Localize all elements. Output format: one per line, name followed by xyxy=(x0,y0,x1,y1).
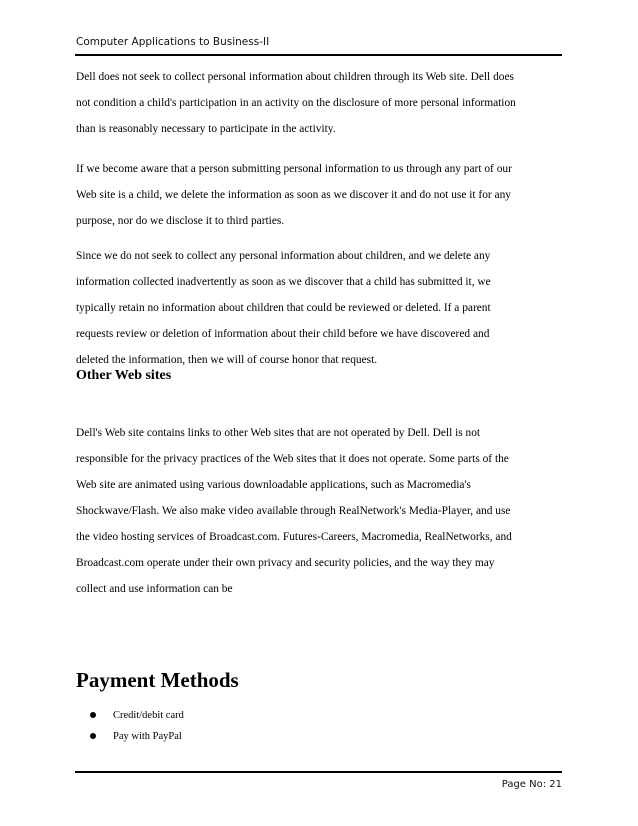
text-line: Since we do not seek to collect any personal information about children, and we delete any xyxy=(76,250,491,262)
heading-payment-methods: Payment Methods xyxy=(76,668,239,692)
text-line: typically retain no information about children that could be reviewed or deleted. If a parent xyxy=(76,302,491,314)
list-item-label: Pay with PayPal xyxy=(113,731,182,742)
text-line: requests review or deletion of information about their child before we have discovered and xyxy=(76,328,490,340)
bullet-icon xyxy=(90,733,96,739)
text-line: collect and use information can be xyxy=(76,583,233,595)
footer-divider xyxy=(75,771,562,773)
page-number: Page No: 21 xyxy=(501,779,562,790)
text-line: Dell's Web site contains links to other Web sites that are not operated by Dell. Dell is not xyxy=(76,427,481,439)
bullet-icon xyxy=(90,712,96,718)
text-line: Broadcast.com operate under their own privacy and security policies, and the way they may xyxy=(76,557,495,569)
text-line: Web site is a child, we delete the information as soon as we discover it and do not use it for any xyxy=(76,189,511,201)
header-divider xyxy=(75,54,562,56)
list-item-label: Credit/debit card xyxy=(113,710,184,721)
text-line: Web site are animated using various downloadable applications, such as Macromedia's xyxy=(76,479,471,491)
paragraph-child-detection xyxy=(76,156,564,234)
text-line: information collected inadvertently as soon as we discover that a child has submitted it, we xyxy=(76,276,491,288)
text-line: deleted the information, then we will of course honor that request. xyxy=(76,354,378,366)
text-line: than is reasonably necessary to participate in the activity. xyxy=(76,123,336,135)
running-header: Computer Applications to Business-II xyxy=(76,36,270,48)
text-line: If we become aware that a person submitting personal information to us through any part of our xyxy=(76,163,512,175)
text-line: Shockwave/Flash. We also make video available through RealNetwork's Media-Player, and use xyxy=(76,505,511,517)
text-line: not condition a child's participation in an activity on the disclosure of more personal information xyxy=(76,97,516,109)
text-line: the video hosting services of Broadcast.com. Futures-Careers, Macromedia, RealNetworks, and xyxy=(76,531,512,543)
heading-other-web-sites: Other Web sites xyxy=(76,368,172,383)
text-line: responsible for the privacy practices of the Web sites that it does not operate. Some parts of the xyxy=(76,453,509,465)
paragraph-data-retention xyxy=(76,243,564,373)
text-line: Dell does not seek to collect personal information about children through its Web site. Dell does xyxy=(76,71,514,83)
text-line: purpose, nor do we disclose it to third parties. xyxy=(76,215,285,227)
paragraph-other-web-sites xyxy=(76,420,564,602)
paragraph-children-policy xyxy=(76,64,564,142)
